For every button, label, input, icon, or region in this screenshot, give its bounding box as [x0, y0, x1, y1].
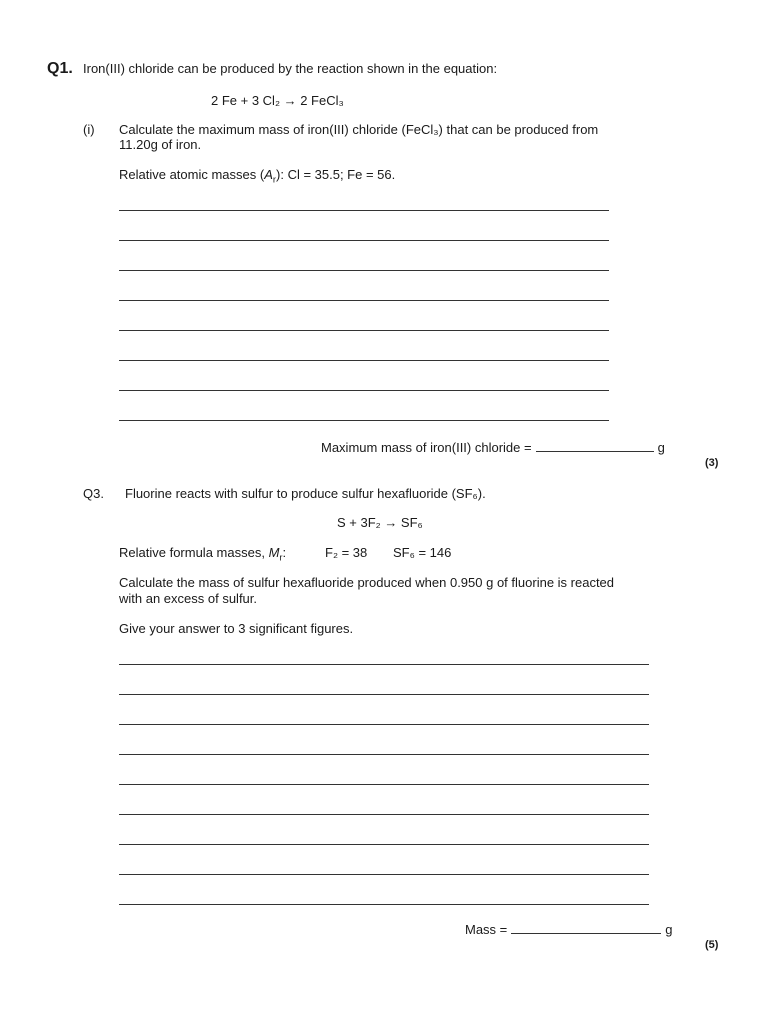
question-3-answer-row [465, 921, 673, 936]
answer-line[interactable] [119, 904, 649, 905]
question-3-answer-blank[interactable] [511, 921, 661, 934]
answer-line[interactable] [119, 240, 609, 241]
question-1-part-label: (i) [83, 122, 95, 137]
question-1-answer-unit: g [657, 440, 665, 455]
question-3-answer-label: Mass = [465, 922, 508, 937]
question-3-sf6-mass: SF₆ = 146 [393, 545, 452, 560]
question-1-intro: Iron(III) chloride can be produced by the reaction shown in the equation: [83, 61, 498, 76]
question-3-f2-mass: F₂ = 38 [325, 545, 368, 560]
question-1-part-text-line1: Calculate the maximum mass of iron(III) chloride (FeCl₃) that can be produced from [119, 122, 599, 137]
answer-line[interactable] [119, 300, 609, 301]
question-3-calc-line2: with an excess of sulfur. [119, 591, 258, 606]
answer-line[interactable] [119, 694, 649, 695]
answer-line[interactable] [119, 814, 649, 815]
answer-line[interactable] [119, 844, 649, 845]
answer-line[interactable] [119, 420, 609, 421]
question-1-answer-blank[interactable] [536, 439, 654, 452]
question-1-answer-row [321, 439, 665, 454]
question-1-answer-label: Maximum mass of iron(III) chloride = [321, 440, 532, 455]
answer-line[interactable] [119, 270, 609, 271]
question-3-sig-figs: Give your answer to 3 significant figures. [119, 621, 354, 636]
answer-line[interactable] [119, 784, 649, 785]
answer-line[interactable] [119, 754, 649, 755]
question-1-marks: (3) [705, 457, 719, 469]
answer-line[interactable] [119, 330, 609, 331]
question-3-answer-unit: g [665, 922, 673, 937]
question-3-marks: (5) [705, 939, 719, 951]
answer-line[interactable] [119, 664, 649, 665]
question-3-number: Q3. [83, 486, 104, 501]
question-1-relative-atomic-masses: Relative atomic masses $(A_r)$: Cl = 35.5; Fe = 56. [119, 167, 396, 185]
question-1-part-text-line2: 11.20g of iron. [119, 137, 202, 152]
question-3-intro: Fluorine reacts with sulfur to produce sulfur hexafluoride (SF₆). [125, 486, 486, 501]
answer-line[interactable] [119, 874, 649, 875]
question-1-equation: 2 Fe + 3 Cl₂ → 2 FeCl₃ [211, 93, 344, 108]
question-3-calc-line1: Calculate the mass of sulfur hexafluoride produced when 0.950 g of fluorine is reacted [119, 575, 615, 590]
answer-line[interactable] [119, 360, 609, 361]
question-3-relative-formula-masses: Relative formula masses, $M_r$: [119, 545, 287, 563]
answer-line[interactable] [119, 210, 609, 211]
answer-line[interactable] [119, 724, 649, 725]
question-1-number: Q1. [47, 60, 73, 77]
answer-line[interactable] [119, 390, 609, 391]
question-3-equation: S + 3F₂ → SF₆ [337, 515, 423, 530]
